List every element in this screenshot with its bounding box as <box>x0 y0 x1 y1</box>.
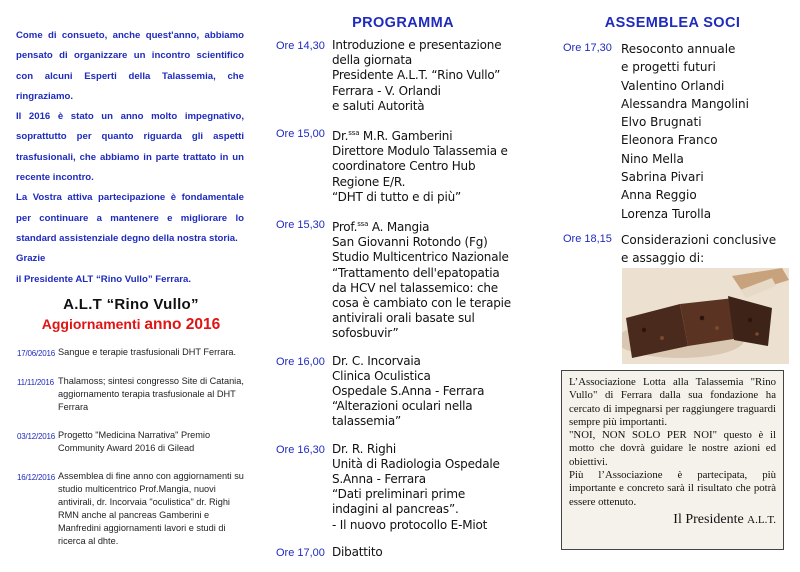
program-text: Dibattito <box>332 544 383 559</box>
assembly-time: Ore 18,15 <box>563 232 612 245</box>
program-time: Ore 16,30 <box>276 443 325 456</box>
news-date: 17/06/2016 <box>17 349 56 358</box>
assembly-lines <box>621 231 795 268</box>
assembly-item <box>563 40 795 223</box>
assembly-line: e assaggio di: <box>621 251 705 266</box>
assembly-line: Lorenza Turolla <box>621 206 712 221</box>
program-item <box>276 545 538 560</box>
speaker-title: Dr. <box>332 129 349 144</box>
assembly-time: Ore 17,30 <box>563 42 612 54</box>
program-text <box>332 217 538 342</box>
cake-illustration <box>622 268 789 364</box>
intro-letter <box>16 26 244 290</box>
speaker-title: Prof. <box>332 220 358 235</box>
news-date: 11/11/2016 <box>17 378 54 387</box>
assembly-line: Resoconto annuale <box>621 42 736 56</box>
assembly-line: e progetti futuri <box>621 60 716 75</box>
speaker-details: M.R. Gamberini Direttore Modulo Talassemia e coordinatore Centro Hub Regione E/R. “DHT di tutto e di più” <box>332 129 508 204</box>
program-item <box>276 126 538 205</box>
news-item <box>17 470 249 548</box>
news-date: 16/12/2016 <box>17 473 56 482</box>
assembly-line: Eleonora Franco <box>621 133 718 148</box>
news-item <box>17 375 249 414</box>
assembly-item <box>563 231 795 268</box>
program-time: Ore 14,30 <box>276 40 325 52</box>
motto-paragraph: "NOI, NON SOLO PER NOI" questo è il motto che dovrà guidare le nostre azioni ed obiettivi. <box>569 429 776 468</box>
news-item <box>17 346 249 360</box>
motto-paragraph: Più l’Associazione è partecipata, più importante e concreto sarà il risultato che potrà essere ottenuto. <box>569 469 776 508</box>
program-item <box>276 354 538 430</box>
updates-heading <box>0 316 262 334</box>
assembly-line: Considerazioni conclusive <box>621 232 777 247</box>
assembly-line: Alessandra Mangolini <box>621 96 749 111</box>
news-text: Sangue e terapie trasfusionali DHT Ferrara. <box>58 347 237 357</box>
speaker-details: A. Mangia San Giovanni Rotondo (Fg) Studio Multicentrico Nazionale “Trattamento dell'epatopatia da HCV nel talassemico: che cosa è cambiato con le terapie antivirali orali basate sul sofosbuvir” <box>332 220 511 341</box>
left-column <box>0 0 262 565</box>
program-time: Ore 16,00 <box>276 355 325 368</box>
assembly-line: Nino Mella <box>621 151 684 166</box>
assembly-line: Valentino Orlandi <box>621 78 725 93</box>
speaker-title-sup: ssa <box>357 220 369 229</box>
intro-signature: il Presidente ALT “Rino Vullo” Ferrara. <box>16 273 192 285</box>
chocolate-cake-photo <box>622 268 789 364</box>
association-title: A.L.T “Rino Vullo” <box>63 296 199 313</box>
news-text: Thalamoss; sintesi congresso Site di Catania, aggiornamento terapia trasfusionale al DHT Ferrara <box>58 376 244 412</box>
motto-signature <box>569 513 776 527</box>
motto-box <box>561 370 784 550</box>
speaker-title-sup: ssa <box>348 129 360 138</box>
intro-paragraph: La Vostra attiva partecipazione è fondamentale per continuare a mantenere e migliorare lo standard assistenziale degno della nostra storia. <box>16 192 244 244</box>
program-item <box>276 442 538 533</box>
motto-paragraph: L’Associazione Lotta alla Talassemia "Rino Vullo" di Ferrara dalla sua fondazione ha cercato di impegnarsi per raggiungere traguardi sempre più importanti. <box>569 376 776 428</box>
news-list <box>17 346 249 563</box>
program-text: Dr. R. Righi Unità di Radiologia Ospedale S.Anna - Ferrara “Dati preliminari prime indagini al pancreas”. - Il nuovo protocollo E-Miot <box>332 441 500 532</box>
program-time: Ore 15,30 <box>276 219 325 232</box>
updates-label: Aggiornamenti <box>41 316 141 332</box>
signature-org: A.L.T. <box>747 513 776 526</box>
assembly-line: Sabrina Pivari <box>621 170 704 185</box>
program-list <box>276 38 538 572</box>
news-date: 03/12/2016 <box>17 432 56 441</box>
assembly-heading: ASSEMBLEA SOCI <box>604 15 741 31</box>
program-time: Ore 15,00 <box>276 128 325 141</box>
program-text <box>332 126 538 205</box>
news-text: Assemblea di fine anno con aggiornamenti su studio multicentrico Prof.Mangia, nuovi antivirali, dr. Incorvaia "oculistica" dr. Righi RMN anche al pancreas Gamberini e Manfredini aggiornamenti lavori e studi di ricerca al dhte. <box>58 471 244 546</box>
program-item <box>276 38 538 114</box>
news-text: Progetto "Medicina Narrativa" Premio Community Award 2016 di Gilead <box>58 430 211 453</box>
program-item <box>276 217 538 342</box>
assembly-line: Anna Reggio <box>621 188 697 203</box>
assembly-column <box>545 0 800 565</box>
intro-paragraph: Come di consueto, anche quest'anno, abbiamo pensato di organizzare un incontro scientifico con alcuni Esperti della Talassemia, che ringraziamo. <box>16 30 244 102</box>
program-text: Dr. C. Incorvaia Clinica Oculistica Ospedale S.Anna - Ferrara “Alterazioni oculari nella talassemia” <box>332 353 485 429</box>
signature-title: Il Presidente <box>673 511 744 527</box>
updates-year: anno 2016 <box>144 316 221 333</box>
program-time: Ore 17,00 <box>276 546 325 559</box>
intro-thanks: Grazie <box>16 253 46 265</box>
intro-paragraph: Il 2016 è stato un anno molto impegnativo, soprattutto per quanto riguarda gli aspetti trasfusionali, che abbiamo in parte trattato in un recente incontro. <box>16 111 244 184</box>
news-item <box>17 429 249 455</box>
program-text: Introduzione e presentazione della giornata Presidente A.L.T. “Rino Vullo” Ferrara - V. Orlandi e saluti Autorità <box>332 38 502 113</box>
assembly-line: Elvo Brugnati <box>621 115 702 130</box>
program-column <box>268 0 538 565</box>
assembly-lines <box>621 40 795 223</box>
program-heading: PROGRAMMA <box>352 15 454 31</box>
assembly-list <box>563 40 795 268</box>
